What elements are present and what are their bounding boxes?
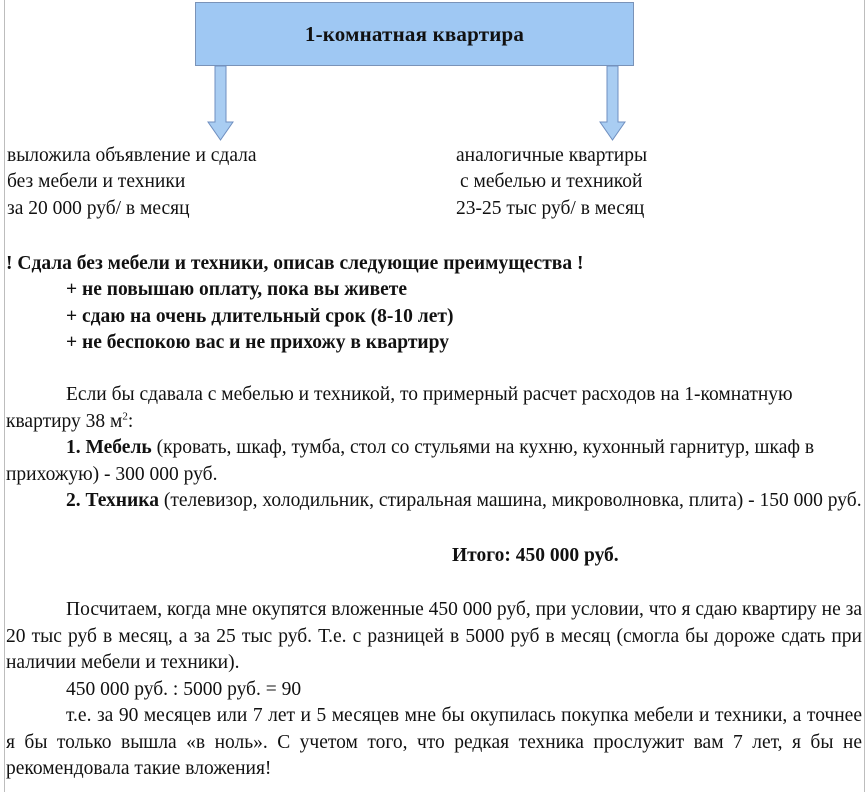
item-text: (кровать, шкаф, тумба, стол со стульями на кухню, кухонный гарнитур, шкаф в прихожую) - 300 000 руб.	[6, 437, 815, 485]
calc-intro	[6, 382, 862, 435]
item-appliances	[6, 488, 862, 515]
calc-intro-tail: :	[127, 410, 134, 432]
right-line: 23-25 тыс руб/ в месяц	[456, 198, 645, 219]
advantage-item: + сдаю на очень длительный срок (8-10 лет)	[66, 306, 454, 327]
left-arrow-icon	[208, 66, 233, 140]
right-line: с мебелью и техникой	[460, 171, 643, 192]
formula: 450 000 руб. : 5000 руб. = 90	[66, 679, 302, 700]
conclusion: т.е. за 90 месяцев или 7 лет и 5 месяцев мне бы окупилась покупка мебели и техники, а точнее я бы только вышла «в ноль». С учетом того, что редкая техника прослужит вам 7 лет, я бы не рекомендовала такие вложения!	[6, 705, 862, 779]
item-label: 1. Мебель	[66, 437, 152, 458]
item-label: 2. Техника	[66, 490, 159, 511]
item-furniture	[6, 435, 862, 488]
left-line: за 20 000 руб/ в месяц	[7, 198, 190, 219]
advantage-item: + не повышаю оплату, пока вы живете	[66, 279, 408, 300]
calc-intro-text: Если бы сдавала с мебелью и техникой, то примерный расчет расходов на 1-комнатную квартиру 38 м	[6, 384, 793, 432]
left-line: выложила объявление и сдала	[7, 145, 257, 166]
arrows	[0, 0, 867, 150]
page-title: 1-комнатная квартира	[304, 21, 525, 46]
item-text: (телевизор, холодильник, стиральная машина, микроволновка, плита) - 150 000 руб.	[158, 490, 862, 511]
headline: ! Сдала без мебели и техники, описав следующие преимущества !	[6, 253, 584, 274]
right-arrow-icon	[600, 66, 625, 140]
total: Итого: 450 000 руб.	[452, 545, 619, 566]
right-line: аналогичные квартиры	[456, 145, 648, 166]
superscript: 2	[122, 410, 128, 422]
left-line: без мебели и техники	[7, 171, 186, 192]
advantage-item: + не беспокою вас и не прихожу в квартиру	[66, 332, 449, 353]
payback-paragraph: Посчитаем, когда мне окупятся вложенные 450 000 руб, при условии, что я сдаю квартиру не за 20 тыс руб в месяц, а за 25 тыс руб. Т.е. с разницей в 5000 руб в месяц (смогла бы дороже сдать при наличии мебели и техники).	[6, 599, 862, 673]
